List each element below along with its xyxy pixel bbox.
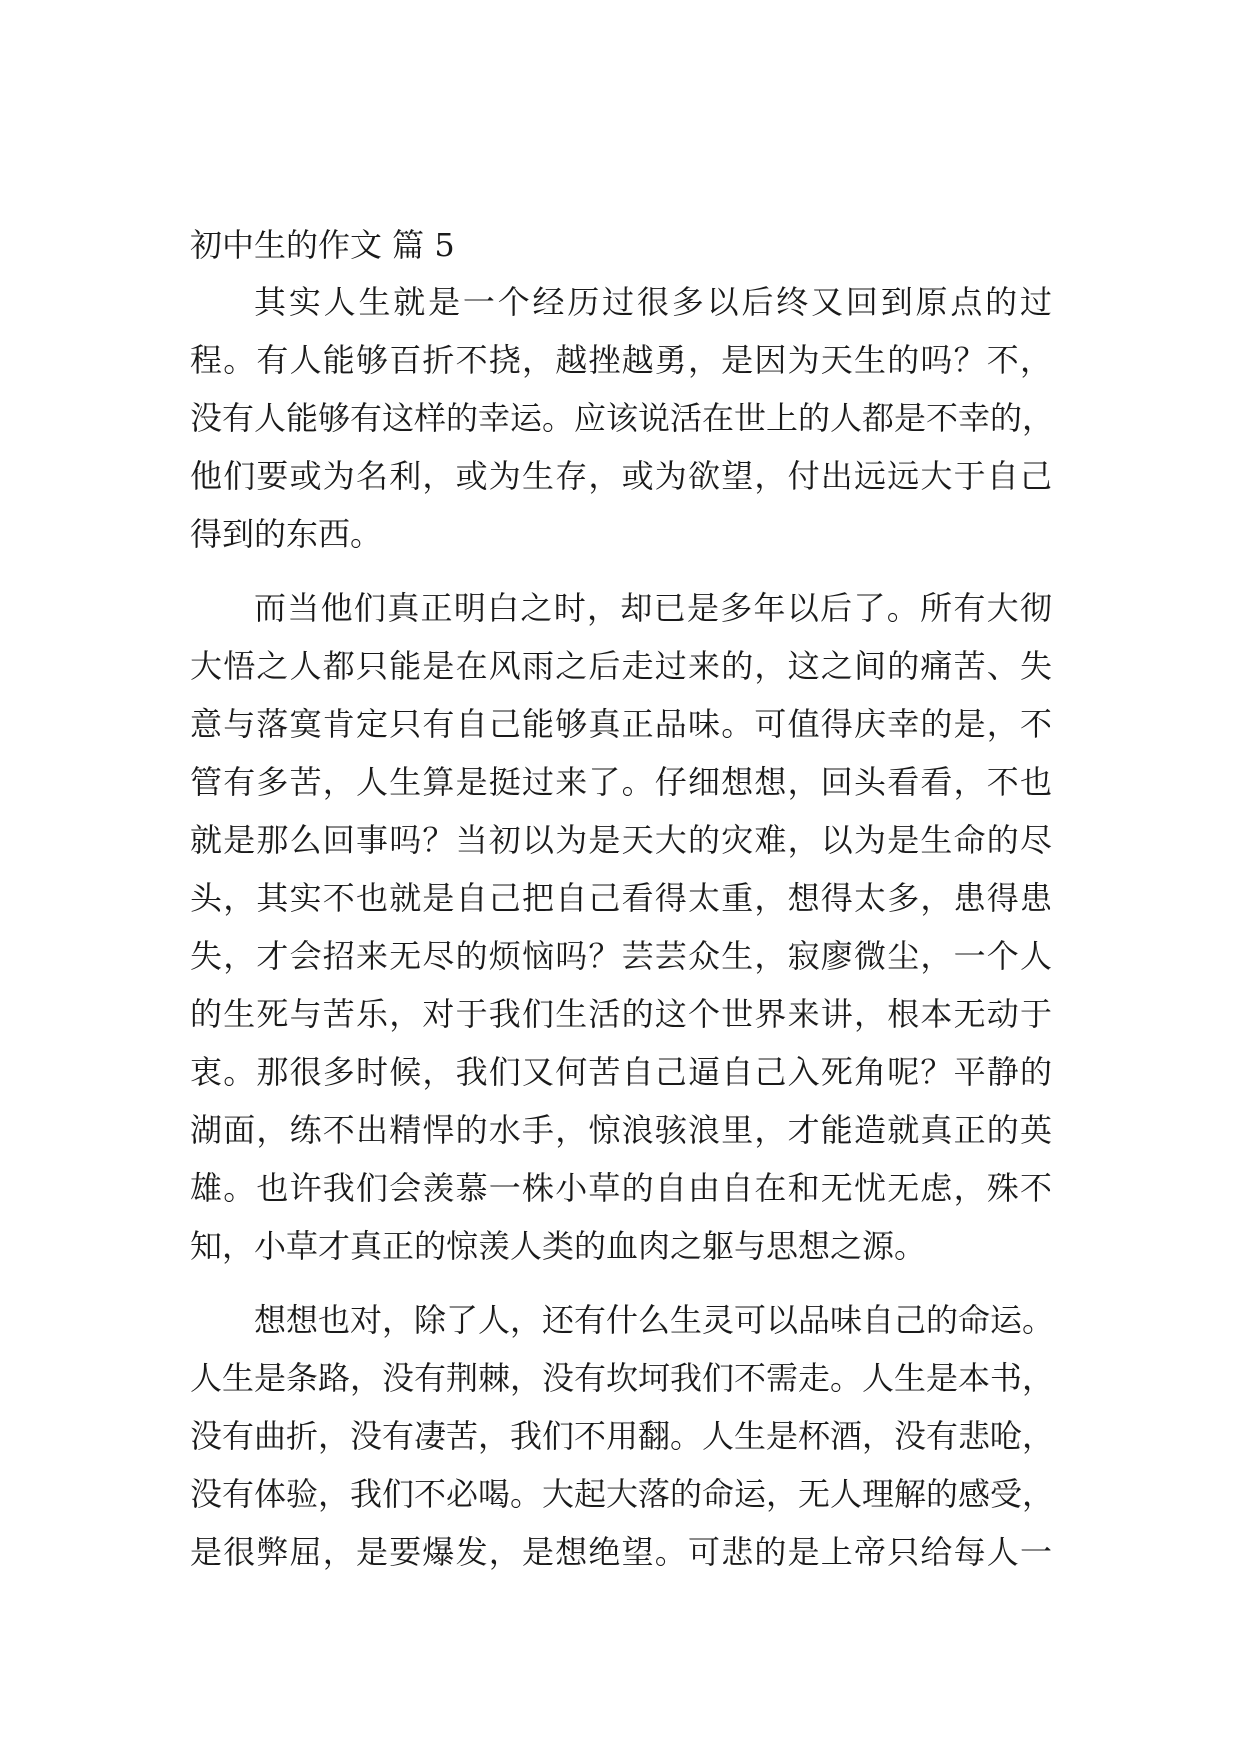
paragraph-line: 没有体验，我们不必喝。大起大落的命运，无人理解的感受， <box>190 1475 1055 1513</box>
paragraph-line: 的生死与苦乐，对于我们生活的这个世界来讲，根本无动于 <box>190 995 1052 1033</box>
paragraph-line: 失，才会招来无尽的烦恼吗？芸芸众生，寂廖微尘，一个人 <box>190 937 1052 975</box>
paragraph-line: 得到的东西。 <box>190 515 383 553</box>
paragraph-line: 头，其实不也就是自己把自己看得太重，想得太多，患得患 <box>190 879 1052 917</box>
paragraph-line: 没有曲折，没有凄苦，我们不用翻。人生是杯酒，没有悲呛， <box>190 1417 1055 1455</box>
paragraph-line: 意与落寞肯定只有自己能够真正品味。可值得庆幸的是，不 <box>190 705 1052 743</box>
paragraph-line: 衷。那很多时候，我们又何苦自己逼自己入死角呢？平静的 <box>190 1053 1052 1091</box>
paragraph-line: 没有人能够有这样的幸运。应该说活在世上的人都是不幸的， <box>190 399 1055 437</box>
paragraph-line: 想想也对，除了人，还有什么生灵可以品味自己的命运。 <box>254 1301 1055 1339</box>
paragraph-line: 是很弊屈，是要爆发，是想绝望。可悲的是上帝只给每人一 <box>190 1533 1052 1571</box>
paragraph-line: 雄。也许我们会羡慕一株小草的自由自在和无忧无虑，殊不 <box>190 1169 1052 1207</box>
paragraph-line: 人生是条路，没有荆棘，没有坎坷我们不需走。人生是本书， <box>190 1359 1055 1397</box>
paragraph-line: 湖面，练不出精悍的水手，惊浪骇浪里，才能造就真正的英 <box>190 1111 1052 1149</box>
paragraph-line: 就是那么回事吗？当初以为是天大的灾难，以为是生命的尽 <box>190 821 1052 859</box>
paragraph-line: 其实人生就是一个经历过很多以后终又回到原点的过 <box>254 283 1052 321</box>
paragraph-line: 管有多苦，人生算是挺过来了。仔细想想，回头看看，不也 <box>190 763 1052 801</box>
paragraph-line: 知，小草才真正的惊羡人类的血肉之躯与思想之源。 <box>190 1227 927 1265</box>
paragraph-line: 他们要或为名利，或为生存，或为欲望，付出远远大于自己 <box>190 457 1052 495</box>
paragraph-line: 而当他们真正明白之时，却已是多年以后了。所有大彻 <box>254 589 1052 627</box>
document-title: 初中生的作文 篇 5 <box>190 226 455 264</box>
paragraph-line: 程。有人能够百折不挠，越挫越勇，是因为天生的吗？不， <box>190 341 1052 379</box>
paragraph-line: 大悟之人都只能是在风雨之后走过来的，这之间的痛苦、失 <box>190 647 1052 685</box>
